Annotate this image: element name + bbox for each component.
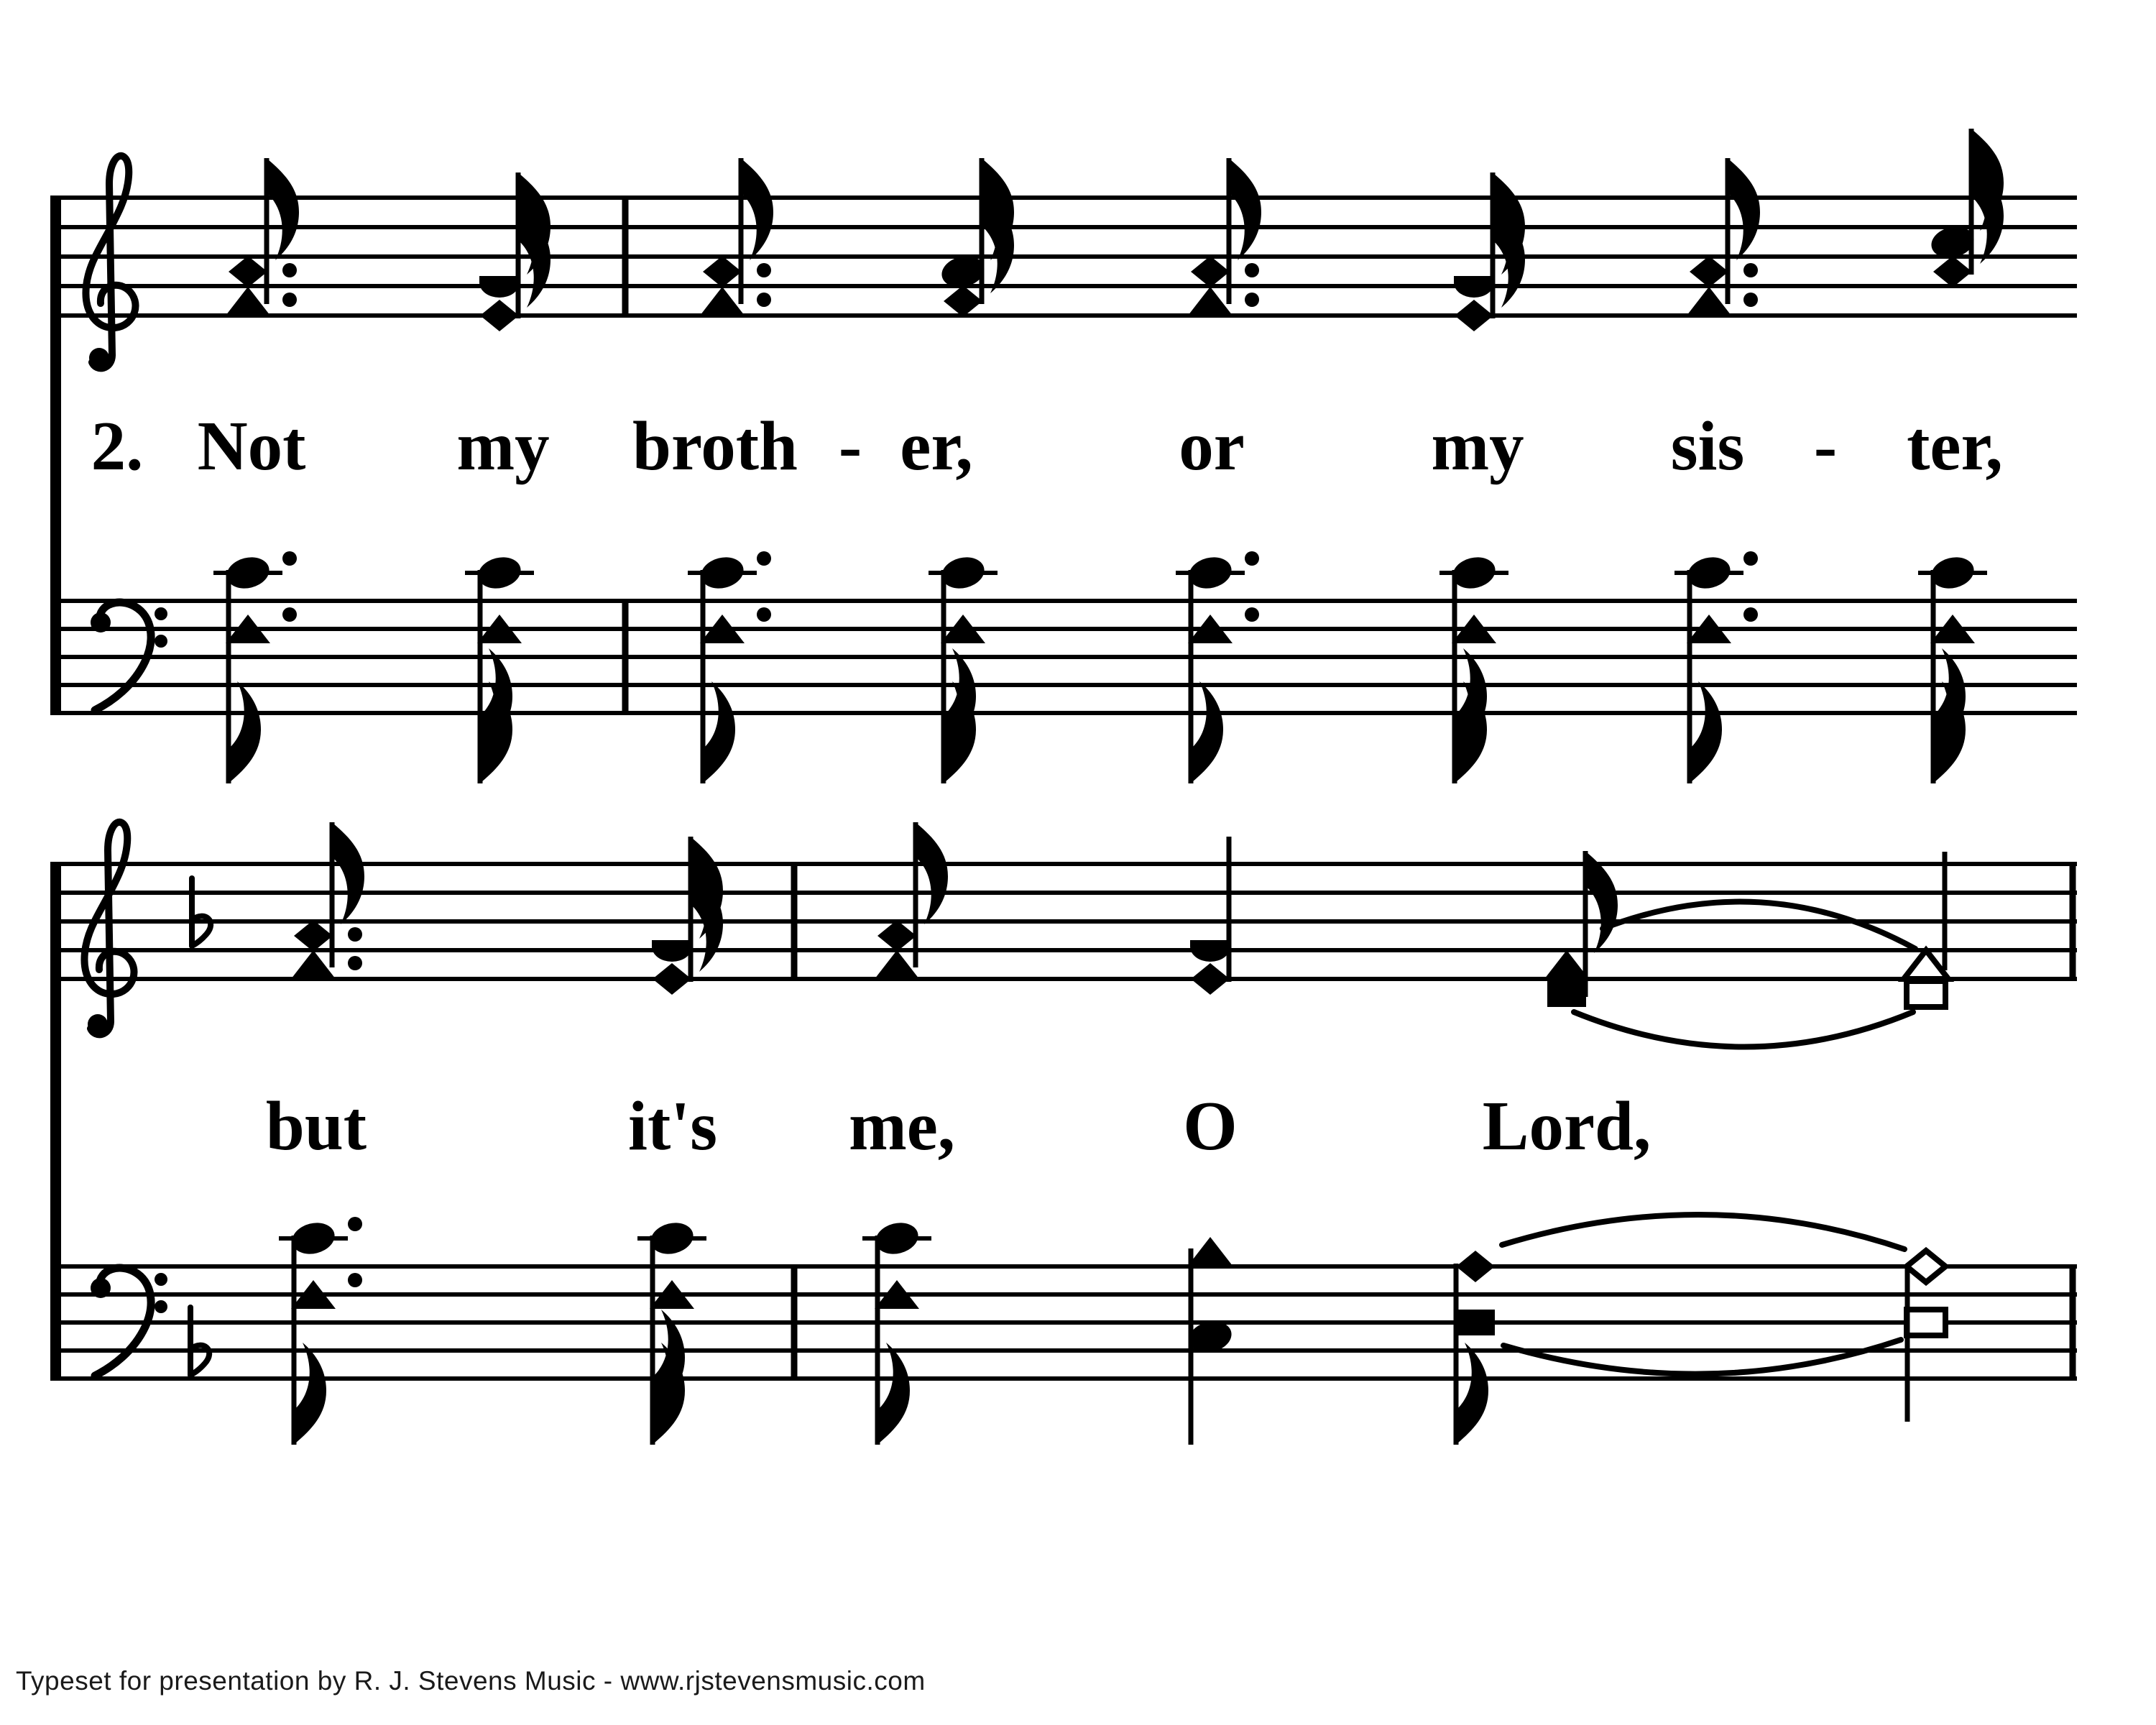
- note-head-triangle: [700, 287, 745, 316]
- note-head-square: [1907, 1310, 1945, 1335]
- staff-line: [50, 1376, 2077, 1381]
- note-stem: [1189, 1248, 1194, 1445]
- note-unit: [465, 553, 534, 783]
- staff-line: [50, 196, 2077, 200]
- barline: [2070, 862, 2076, 981]
- note-unit: [1687, 158, 1760, 316]
- lyric-word: broth: [632, 408, 798, 484]
- augmentation-dot: [1245, 551, 1259, 566]
- note-unit: [652, 837, 723, 995]
- lyric-word: Lord,: [1482, 1087, 1651, 1164]
- lyric-word: my: [456, 408, 550, 484]
- augmentation-dot: [348, 1217, 362, 1231]
- note-unit: [1905, 1251, 1946, 1422]
- lyric-word: -: [838, 408, 862, 484]
- augmentation-dot: [282, 607, 297, 622]
- augmentation-dot: [348, 1273, 362, 1287]
- note-unit: [862, 1218, 931, 1445]
- augmentation-dot: [348, 927, 362, 942]
- lyric-word: or: [1179, 408, 1245, 484]
- note-flag: [1691, 681, 1722, 782]
- note-stem: [1227, 837, 1232, 982]
- staff-line: [50, 655, 2077, 659]
- system-barline: [50, 862, 61, 1381]
- augmentation-dot: [1245, 293, 1259, 307]
- ledger-line: [1918, 571, 1987, 575]
- note-flag: [1587, 852, 1618, 953]
- augmentation-dot: [757, 551, 771, 566]
- note-head-halfround: [479, 276, 520, 298]
- augmentation-dot: [1245, 607, 1259, 622]
- barline: [622, 196, 629, 318]
- note-head-triangle: [291, 950, 336, 979]
- note-head-triangle: [1904, 950, 1948, 979]
- staff-line: [50, 948, 2077, 952]
- note-unit: [226, 158, 299, 316]
- augmentation-dot: [757, 293, 771, 307]
- augmentation-dot: [1743, 607, 1758, 622]
- note-unit: [688, 551, 771, 783]
- note-head-diamond: [1933, 256, 1972, 288]
- note-unit: [1918, 553, 1987, 783]
- lyric-word: my: [1431, 408, 1524, 484]
- barline: [622, 599, 629, 715]
- note-head-square: [1456, 1310, 1495, 1335]
- staff-line: [50, 1320, 2077, 1325]
- barline: [2070, 1264, 2076, 1381]
- note-unit: [1454, 1251, 1496, 1445]
- staff-line: [50, 1292, 2077, 1297]
- flat-sign: [190, 1307, 209, 1375]
- note-unit: [1190, 837, 1232, 995]
- note-head-diamond: [1191, 256, 1230, 288]
- staff-line: [50, 313, 2077, 318]
- augmentation-dot: [1743, 551, 1758, 566]
- ledger-line: [688, 571, 757, 575]
- augmentation-dot: [282, 293, 297, 307]
- lyric-word: me,: [848, 1087, 956, 1164]
- staff-line: [50, 711, 2077, 715]
- note-unit: [875, 822, 948, 979]
- note-head-triangle: [1188, 287, 1233, 316]
- augmentation-dot: [348, 956, 362, 970]
- note-head-diamond: [1690, 256, 1728, 288]
- lyric-word: -: [1813, 408, 1838, 484]
- note-head-triangle: [226, 287, 270, 316]
- note-head-diamond: [877, 920, 916, 952]
- augmentation-dot: [282, 263, 297, 277]
- note-head-diamond: [1456, 1251, 1495, 1282]
- staff-line: [50, 919, 2077, 924]
- barline: [791, 1264, 798, 1381]
- note-head-diamond: [1907, 1251, 1945, 1282]
- staff-line: [50, 683, 2077, 687]
- tie-curve: [1574, 1012, 1913, 1047]
- staff-line: [50, 599, 2077, 603]
- note-unit: [1674, 551, 1758, 783]
- note-head-halfround: [1454, 276, 1494, 298]
- note-flag: [704, 681, 735, 782]
- note-flag: [879, 1343, 910, 1443]
- staff-line: [50, 977, 2077, 981]
- ledger-line: [1674, 571, 1743, 575]
- note-unit: [1928, 129, 2004, 288]
- ledger-line: [279, 1236, 348, 1241]
- ledger-line: [1439, 571, 1508, 575]
- ledger-line: [637, 1236, 706, 1241]
- augmentation-dot: [757, 263, 771, 277]
- note-stem: [1905, 1269, 1910, 1422]
- note-unit: [213, 551, 297, 783]
- note-unit: [1439, 553, 1508, 783]
- augmentation-dot: [1743, 293, 1758, 307]
- lyric-word: it's: [628, 1087, 717, 1164]
- lyric-word: Not: [197, 408, 306, 484]
- note-unit: [1176, 551, 1259, 783]
- note-head-square: [1547, 981, 1586, 1007]
- treble-clef: [84, 822, 134, 1034]
- note-flag: [1729, 160, 1760, 260]
- lyric-word: but: [265, 1087, 367, 1164]
- note-head-diamond: [653, 963, 691, 995]
- note-head-diamond: [294, 920, 333, 952]
- note-flag: [742, 160, 773, 260]
- note-head-square: [1907, 981, 1945, 1007]
- note-flag: [230, 681, 261, 782]
- staff-line: [50, 627, 2077, 631]
- note-head-halfround: [1190, 940, 1230, 962]
- note-head-diamond: [1455, 300, 1493, 331]
- note-unit: [637, 1218, 706, 1445]
- ledger-line: [213, 571, 282, 575]
- lyric-word: sis: [1670, 408, 1745, 484]
- augmentation-dot: [1245, 263, 1259, 277]
- note-flag: [268, 160, 299, 260]
- lyric-word: 2.: [91, 408, 144, 484]
- note-unit: [291, 822, 364, 979]
- note-unit: [700, 158, 773, 316]
- lyric-word: ter,: [1907, 408, 2003, 484]
- augmentation-dot: [282, 551, 297, 566]
- note-head-triangle: [875, 950, 919, 979]
- system-barline: [50, 196, 61, 715]
- note-head-diamond: [1191, 963, 1230, 995]
- note-flag: [1457, 1343, 1488, 1443]
- note-flag: [1230, 160, 1261, 260]
- ledger-line: [1176, 571, 1245, 575]
- note-head-halfround: [652, 940, 692, 962]
- note-head-diamond: [480, 300, 519, 331]
- ledger-line: [929, 571, 998, 575]
- note-unit: [929, 553, 998, 783]
- ledger-line: [465, 571, 534, 575]
- note-flag: [917, 824, 948, 924]
- note-unit: [1904, 852, 1948, 1007]
- note-head-diamond: [703, 256, 742, 288]
- lyric-word: O: [1183, 1087, 1238, 1164]
- note-flag: [1192, 681, 1223, 782]
- note-head-diamond: [229, 256, 267, 288]
- note-flag: [333, 824, 364, 924]
- treble-clef: [86, 156, 135, 368]
- staff-line: [50, 225, 2077, 229]
- note-head-triangle: [1687, 287, 1731, 316]
- footer-credit: Typeset for presentation by R. J. Stevens Music - www.rjstevensmusic.com: [16, 1666, 926, 1696]
- tie-curve: [1503, 1340, 1901, 1374]
- note-unit: [939, 158, 1014, 317]
- lyric-word: er,: [900, 408, 973, 484]
- barline: [791, 862, 798, 981]
- note-flag: [295, 1343, 326, 1443]
- staff-line: [50, 254, 2077, 259]
- note-unit: [279, 1217, 362, 1445]
- note-head-diamond: [944, 285, 982, 317]
- note-stem: [1943, 852, 1948, 970]
- staff-line: [50, 1264, 2077, 1269]
- note-unit: [1188, 158, 1261, 316]
- flat-sign: [192, 878, 211, 946]
- note-head-triangle: [1188, 1237, 1233, 1266]
- augmentation-dot: [1743, 263, 1758, 277]
- tie-curve: [1502, 1215, 1904, 1249]
- tie-curve: [1603, 902, 1915, 949]
- augmentation-dot: [757, 607, 771, 622]
- staff-line: [50, 284, 2077, 288]
- note-head-triangle: [1544, 950, 1589, 979]
- staff-line: [50, 1348, 2077, 1353]
- ledger-line: [862, 1236, 931, 1241]
